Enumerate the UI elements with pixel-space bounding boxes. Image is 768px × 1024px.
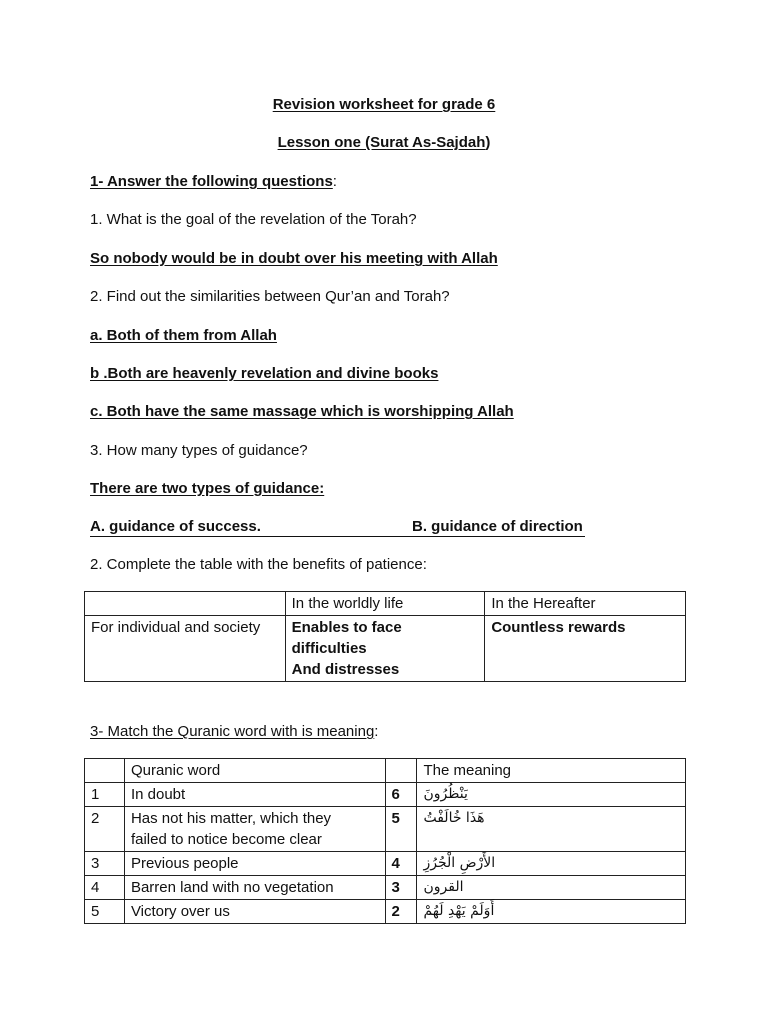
row-word: Victory over us xyxy=(124,900,385,924)
answer-2c: c. Both have the same massage which is worshipping Allah xyxy=(90,403,514,420)
table-row xyxy=(85,616,686,682)
row-arabic-meaning: الأَرْضِ الْجُرُزِ xyxy=(417,852,686,876)
patience-table xyxy=(84,591,686,682)
table-header-row xyxy=(85,592,686,616)
header-cell-empty xyxy=(85,592,286,616)
table-row xyxy=(85,852,686,876)
worldly-benefit-line: difficulties xyxy=(291,640,367,657)
row-number: 4 xyxy=(85,876,125,900)
section1-heading: 1- Answer the following questions xyxy=(90,173,333,190)
section3-instruction-line xyxy=(90,722,378,742)
row-word xyxy=(124,807,385,852)
header-meaning: The meaning xyxy=(417,759,686,783)
table-row xyxy=(85,900,686,924)
guidance-types-line xyxy=(90,517,585,537)
lesson-title-tail: ) xyxy=(485,134,491,151)
answer-1: So nobody would be in doubt over his meeting with Allah xyxy=(90,250,498,267)
question-3: 3. How many types of guidance? xyxy=(90,442,308,459)
worksheet-title: Revision worksheet for grade 6 xyxy=(272,96,496,113)
table-row xyxy=(85,807,686,852)
row-word: Barren land with no vegetation xyxy=(124,876,385,900)
answer-2a: a. Both of them from Allah xyxy=(90,327,277,344)
header-match-empty xyxy=(385,759,417,783)
guidance-type-a: A. guidance of success. xyxy=(90,518,261,535)
row-number: 5 xyxy=(85,900,125,924)
matching-table xyxy=(84,758,686,924)
question-1: 1. What is the goal of the revelation of the Torah? xyxy=(90,211,417,228)
section3-instruction: 3- Match the Quranic word with is meaning xyxy=(90,723,375,740)
row-match-number: 6 xyxy=(385,783,417,807)
row-arabic-meaning: أَوَلَمْ يَهْدِ لَهُمْ xyxy=(417,900,686,924)
table-row xyxy=(85,876,686,900)
header-hereafter: In the Hereafter xyxy=(485,592,686,616)
row-word: Previous people xyxy=(124,852,385,876)
guidance-type-b: B. guidance of direction xyxy=(412,518,583,535)
worldly-benefit-line: And distresses xyxy=(291,661,400,678)
row-word-line: failed to notice become clear xyxy=(130,831,322,848)
row-word-line: Has not his matter, which they xyxy=(130,810,332,827)
header-worldly-life: In the worldly life xyxy=(285,592,485,616)
row-match-number: 4 xyxy=(385,852,417,876)
hereafter-benefit-cell: Countless rewards xyxy=(485,616,686,682)
section2-instruction: 2. Complete the table with the benefits of patience: xyxy=(90,556,427,573)
row-label: For individual and society xyxy=(85,616,286,682)
lesson-title: Lesson one (Surat As-Sajdah xyxy=(277,134,486,151)
answer-3-heading: There are two types of guidance: xyxy=(90,480,325,497)
section1-heading-line xyxy=(90,172,337,192)
header-quranic-word: Quranic word xyxy=(124,759,385,783)
row-arabic-meaning: يَنْظُرُونَ xyxy=(417,783,686,807)
section3-colon: : xyxy=(374,723,379,740)
worldly-benefit-cell xyxy=(285,616,485,682)
row-number: 1 xyxy=(85,783,125,807)
section1-colon: : xyxy=(332,173,337,190)
row-arabic-meaning: القرون xyxy=(417,876,686,900)
lesson-heading xyxy=(0,133,768,153)
table-row xyxy=(85,783,686,807)
row-match-number: 3 xyxy=(385,876,417,900)
row-word: In doubt xyxy=(124,783,385,807)
row-number: 3 xyxy=(85,852,125,876)
row-arabic-meaning: هَذَا خُالَفْتُ xyxy=(417,807,686,852)
row-number: 2 xyxy=(85,807,125,852)
question-2: 2. Find out the similarities between Qur’an and Torah? xyxy=(90,288,450,305)
answer-2b: b .Both are heavenly revelation and divine books xyxy=(90,365,439,382)
row-match-number: 2 xyxy=(385,900,417,924)
header-number-empty xyxy=(85,759,125,783)
row-match-number: 5 xyxy=(385,807,417,852)
worldly-benefit-line: Enables to face xyxy=(291,619,402,636)
table-header-row xyxy=(85,759,686,783)
